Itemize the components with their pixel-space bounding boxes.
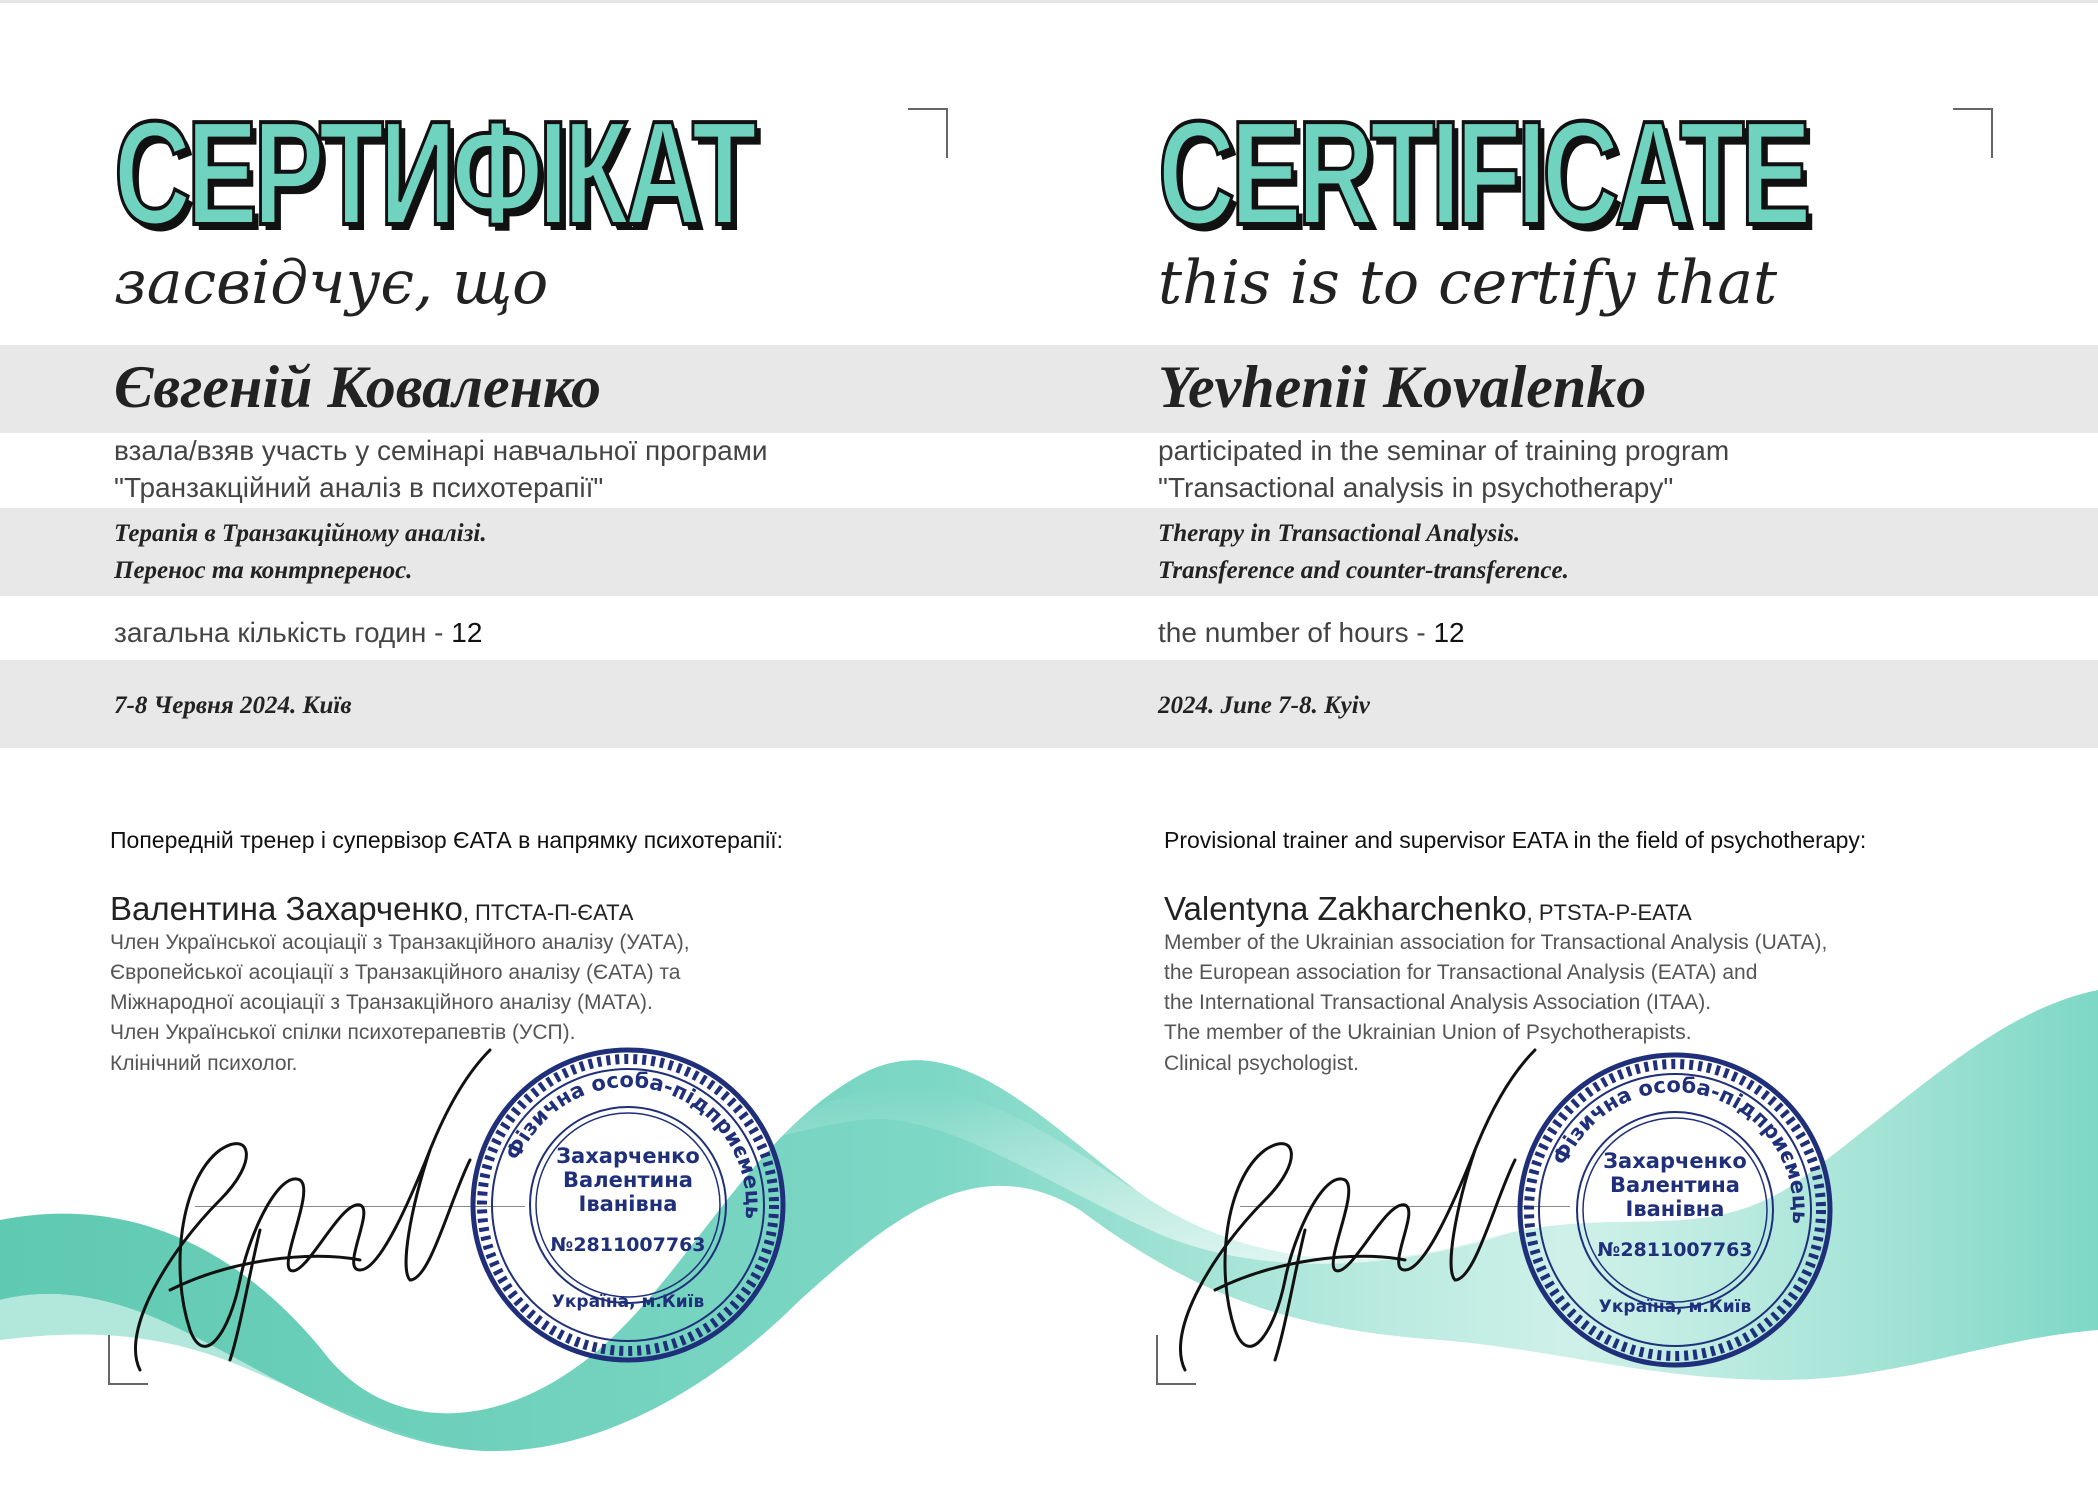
trainer-title: , ПТСТА-П-ЄАТА [462, 900, 634, 925]
stamp-name-line-3: Іванівна [578, 1192, 678, 1216]
credential-line: Член Української спілки психотерапевтів (УСП). [110, 1021, 576, 1044]
topic-line-1: Терапія в Транзакційному аналізі. [114, 520, 487, 547]
participation-line-1: participated in the seminar of training program [1158, 435, 1730, 466]
participation-line-2: "Транзакційний аналіз в психотерапії" [114, 472, 604, 503]
credential-line: Clinical psychologist. [1164, 1052, 1359, 1075]
credential-line: Міжнародної асоціації з Транзакційного аналізу (МАТА). [110, 991, 653, 1014]
stamp-ring-text: Фізична особа-підприємець [500, 1067, 766, 1220]
trainer-name: Валентина Захарченко [110, 890, 463, 927]
certify-text: засвідчує, що [114, 248, 549, 318]
trainer-name: Valentyna Zakharchenko [1164, 890, 1527, 927]
signature-handwritten [110, 1030, 530, 1390]
recipient-name: Yevhenii Kovalenko [1158, 354, 1647, 420]
stamp-ring-text: Фізична особа-підприємець [1547, 1072, 1813, 1225]
participation-line-2: "Transactional analysis in psychotherapy" [1158, 472, 1674, 503]
stamp-name-line-2: Валентина [1610, 1173, 1740, 1197]
official-stamp [1515, 1050, 1835, 1370]
frame-corner-top-right [908, 108, 948, 158]
stamp-name-line-1: Захарченко [1603, 1149, 1747, 1173]
stamp-number: №2811007763 [1597, 1239, 1753, 1261]
credential-line: Member of the Ukrainian association for Transactional Analysis (UATA), [1164, 931, 1828, 954]
credential-line: Клінічний психолог. [110, 1052, 298, 1075]
hours-value: 12 [451, 617, 483, 648]
trainer-name-line [110, 890, 633, 928]
hours-line [1158, 617, 1465, 649]
certificate-title: СЕРТИФІКАТ [114, 91, 753, 256]
trainer-title: , PTSTA-P-EATA [1526, 900, 1692, 925]
hours-label: the number of hours - [1158, 617, 1434, 648]
credential-line: the International Transactional Analysis Association (ITAA). [1164, 991, 1712, 1014]
trainer-name-line [1164, 890, 1692, 928]
credential-line: The member of the Ukrainian Union of Psychotherapists. [1164, 1021, 1692, 1044]
hours-line [114, 617, 482, 649]
hours-value: 12 [1433, 617, 1465, 648]
certificate-title: CERTIFICATE [1158, 91, 1808, 256]
frame-corner-top-right [1953, 108, 1993, 158]
signature-handwritten [1155, 1030, 1575, 1390]
stamp-location: Україна, м.Київ [551, 1292, 705, 1312]
credential-line: Член Української асоціації з Транзакційного аналізу (УАТА), [110, 931, 690, 954]
stamp-location: Україна, м.Київ [1598, 1297, 1752, 1317]
trainer-heading: Попередній тренер і супервізор ЄАТА в напрямку психотерапії: [110, 827, 784, 853]
stamp-number: №2811007763 [550, 1234, 706, 1256]
certify-text: this is to certify that [1158, 248, 1778, 318]
stamp-name-line-2: Валентина [563, 1168, 693, 1192]
seminar-date: 7-8 Червня 2024. Київ [114, 692, 352, 719]
seminar-date: 2024. June 7-8. Kyiv [1158, 692, 1370, 719]
credential-line: the European association for Transactional Analysis (EATA) and [1164, 961, 1758, 984]
credential-line: Європейської асоціації з Транзакційного аналізу (ЄАТА) та [110, 961, 681, 984]
topic-line-1: Therapy in Transactional Analysis. [1158, 520, 1521, 547]
topic-line-2: Перенос та контрперенос. [114, 557, 413, 584]
stamp-name-line-1: Захарченко [556, 1144, 700, 1168]
recipient-name: Євгеній Коваленко [114, 354, 602, 420]
trainer-heading: Provisional trainer and supervisor EATA in the field of psychotherapy: [1164, 827, 1867, 853]
topic-line-2: Transference and counter-transference. [1158, 557, 1569, 584]
official-stamp [468, 1045, 788, 1365]
participation-line-1: взала/взяв участь у семінарі навчальної програми [114, 435, 768, 466]
stamp-name-line-3: Іванівна [1625, 1197, 1725, 1221]
hours-label: загальна кількість годин - [114, 617, 452, 648]
